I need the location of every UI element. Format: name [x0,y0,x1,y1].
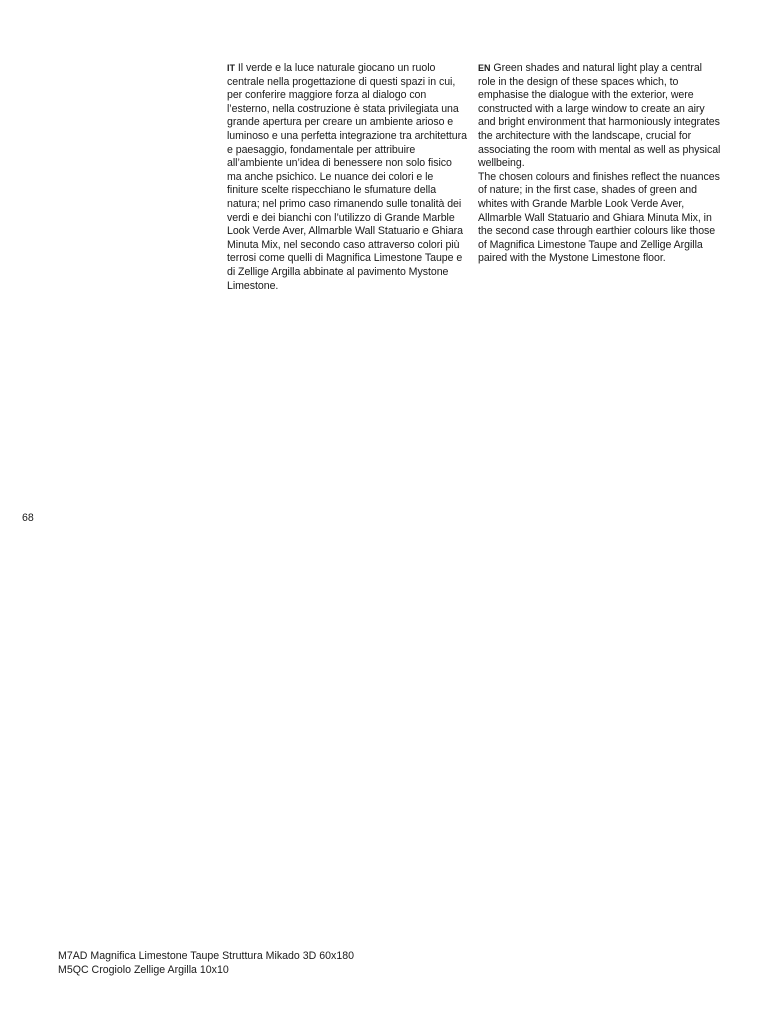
english-paragraph-2: The chosen colours and finishes reflect the nuances of nature; in the first case, shades of green and whites with Grande Marble Look Verde Aver, Allmarble Wall Statuario and Ghiara Minuta Mix, in the second case through earthier colours like those of Magnifica Limestone Taupe and Zellige Argilla paired with the Mystone Limestone floor. [478,170,720,265]
language-tag-en: EN [478,63,491,73]
caption-line: M7AD Magnifica Limestone Taupe Struttura Mikado 3D 60x180 [58,950,354,962]
language-tag-it: IT [227,63,235,73]
italian-text-column [227,62,467,293]
italian-paragraph [227,62,467,293]
italian-paragraph-text: Il verde e la luce naturale giocano un ruolo centrale nella progettazione di questi spazi in cui, per conferire maggiore forza al dialogo con l’esterno, nella costruzione è stata privilegiata una grande apertura per creare un ambiente arioso e luminoso e una perfetta integrazione tra architettura e paesaggio, fondamentale per attribuire all’ambiente un’idea di benessere non solo fisico ma anche psichico. Le nuance dei colori e le finiture scelte rispecchiano le sfumature della natura; nel primo caso rimanendo sulle tonalità dei verdi e dei bianchi con l’utilizzo di Grande Marble Look Verde Aver, Allmarble Wall Statuario e Ghiara Minuta Mix, nel secondo caso attraverso colori più terrosi come quelli di Magnifica Limestone Taupe e di Zellige Argilla abbinate al pavimento Mystone Limestone. [227,62,467,292]
english-paragraph-1 [478,62,722,171]
english-paragraph-1-text: Green shades and natural light play a central role in the design of these spaces which, to emphasise the dialogue with the exterior, were constructed with a large window to create an airy and bright environment that harmoniously integrates the architecture with the landscape, crucial for associating the room with mental as well as physical wellbeing. [478,62,721,170]
page-number: 68 [22,512,34,524]
caption-line: M5QC Crogiolo Zellige Argilla 10x10 [58,963,229,976]
english-text-column [478,62,722,266]
product-captions [58,950,458,977]
